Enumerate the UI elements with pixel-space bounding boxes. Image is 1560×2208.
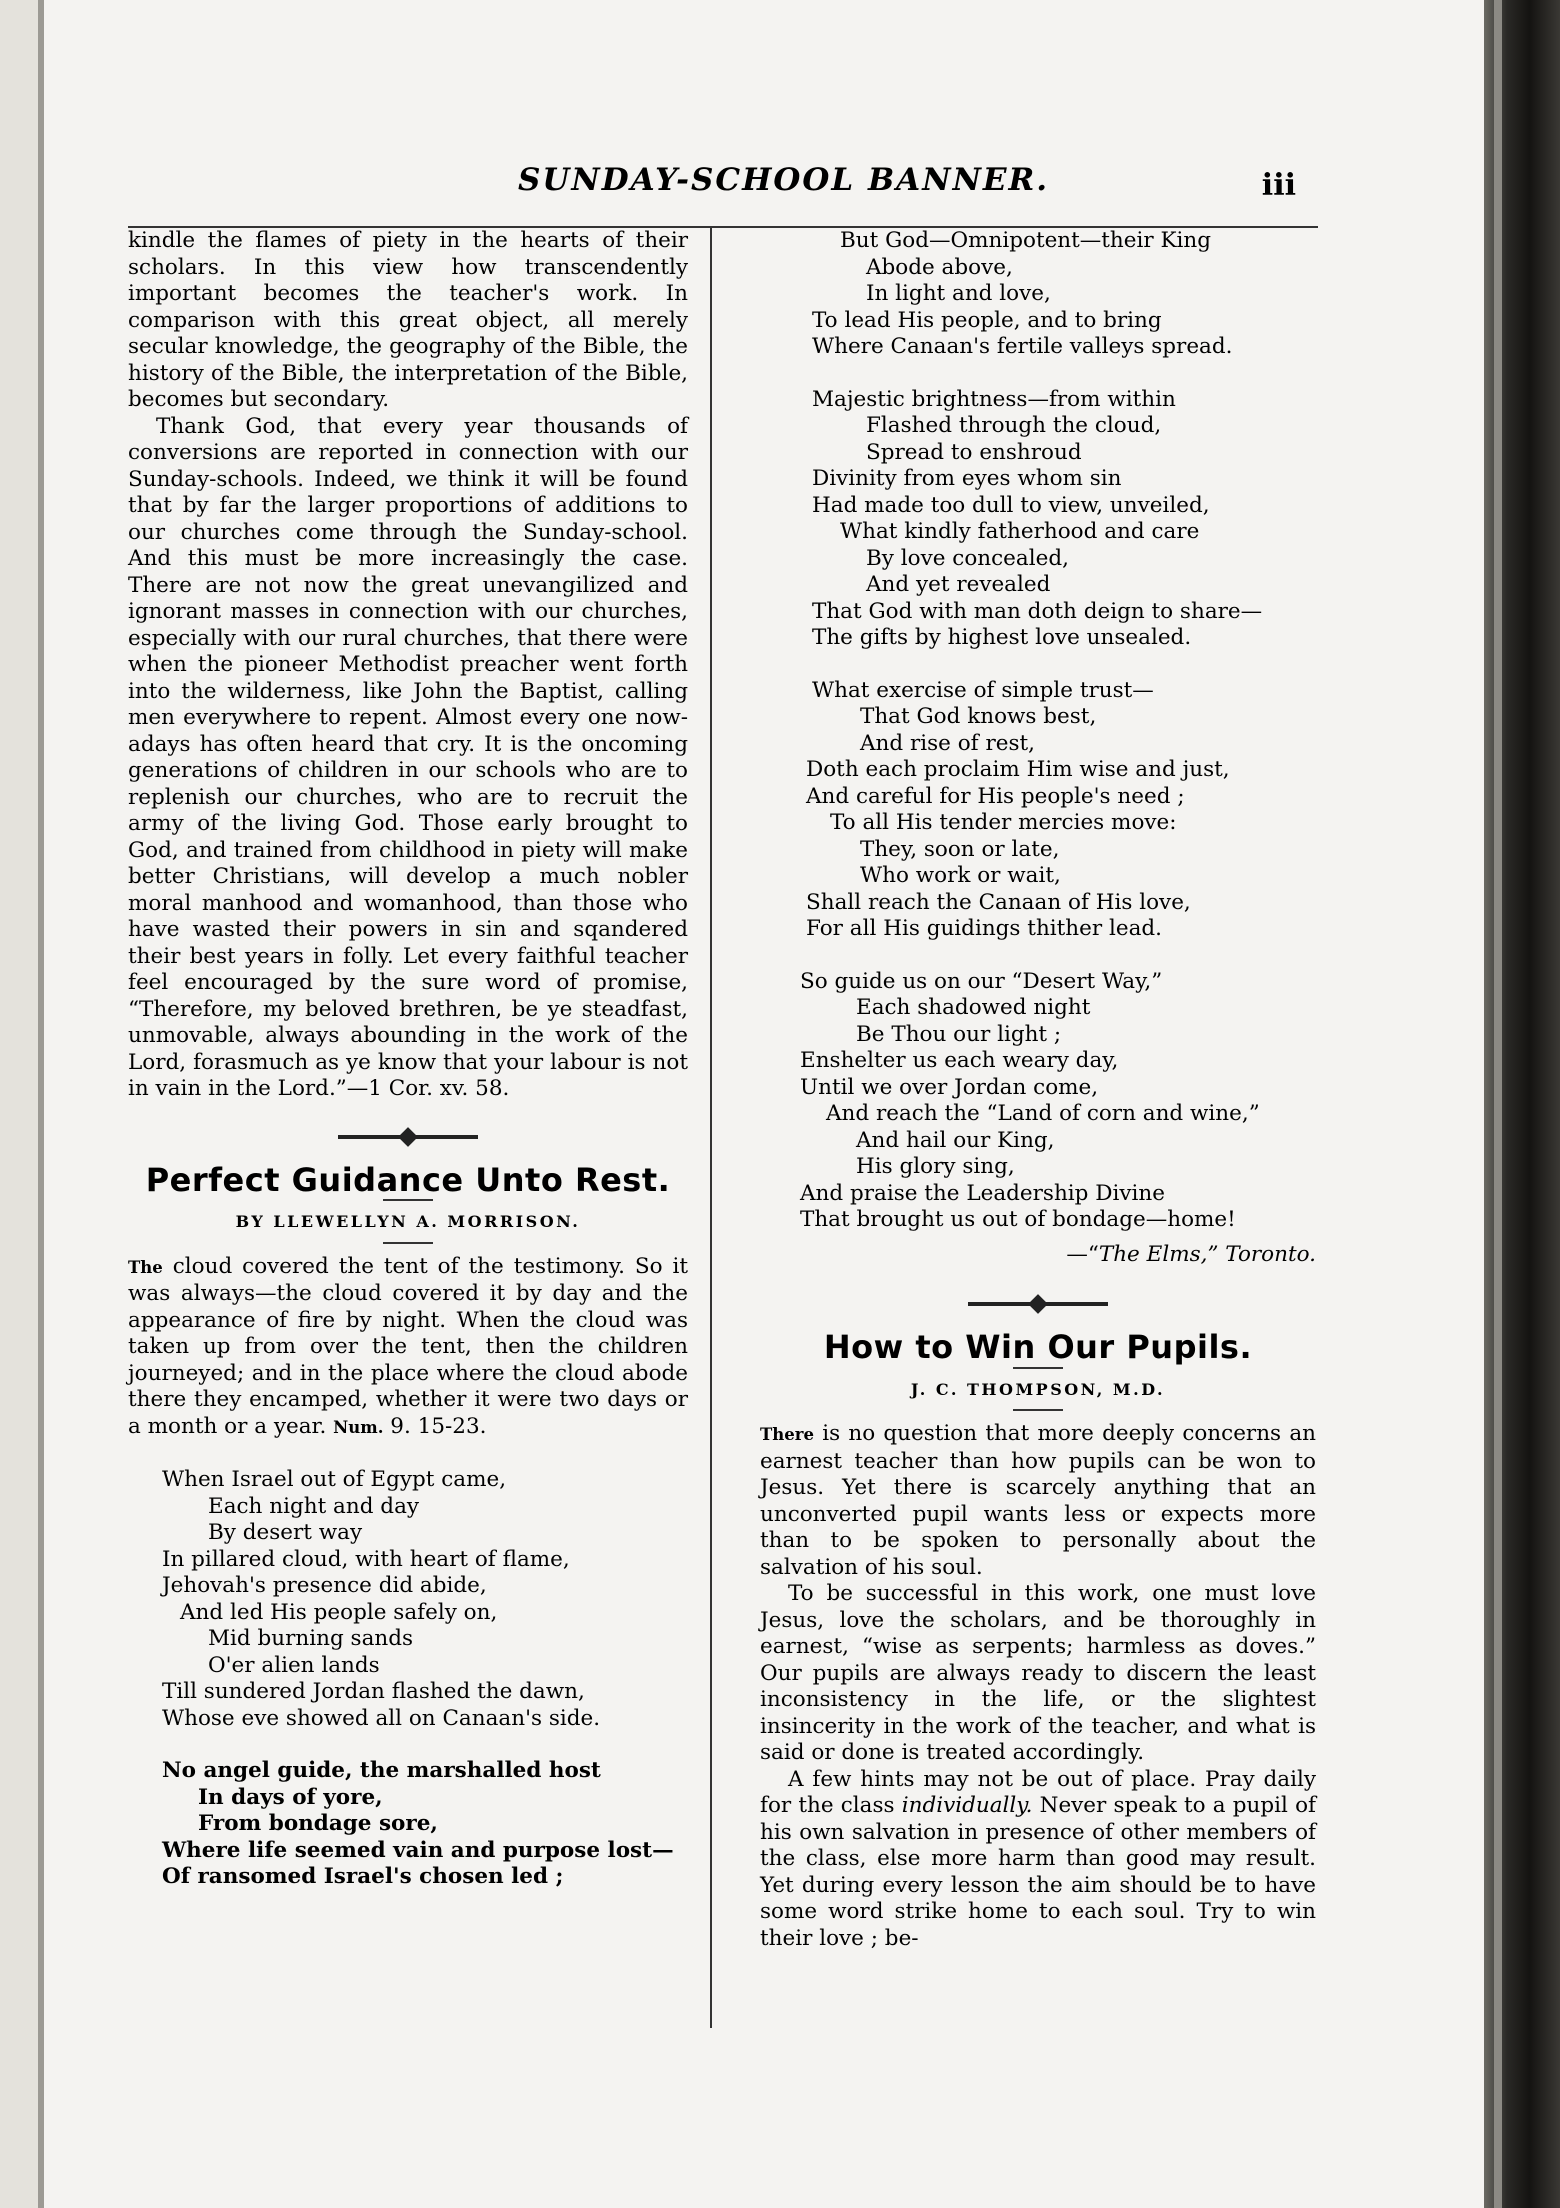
verse-line: What exercise of simple trust— [812,677,1154,703]
right-column [760,228,1316,1952]
article-paragraph-3 [760,1767,1316,1953]
section-ornament [128,1117,688,1157]
verse-line: So guide us on our “Desert Way,” [800,968,1163,994]
running-header [128,148,1318,228]
verse-line: Had made too dull to view, unveiled, [812,492,1210,518]
epigraph-text: cloud covered the tent of the testimony. So it was always—the cloud covered it by day and the appearance of fire by night. When the cloud was taken up from over the tent, then the children journeyed; and in the place where the cloud abode there they encamped, whether it were two days or a month or a year. [128,1253,688,1439]
verse-line: Where Canaan's fertile valleys spread. [812,334,1233,359]
verse-line: Mid burning sands [208,1626,414,1651]
article-title: Perfect Guidance Unto Rest. [145,1160,671,1199]
verse-line: Till sundered Jordan flashed the dawn, [162,1679,585,1704]
verse-line: In pillared cloud, with heart of flame, [162,1546,570,1572]
verse-line: And rise of rest, [860,730,1035,756]
verse-line: What kindly fatherhood and care [840,519,1200,544]
verse-line: In days of yore, [198,1784,383,1810]
verse-line: In light and love, [866,281,1051,306]
verse-line: And hail our King, [856,1127,1055,1153]
verse-line: They, soon or late, [860,836,1060,862]
verse-line: And led His people safely on, [180,1599,498,1625]
poem-stanza-6 [760,969,1316,1234]
verse-line: Each shadowed night [856,995,1091,1020]
verse-line: Divinity from eyes whom sin [812,466,1122,491]
poem-stanza-5 [760,678,1316,943]
verse-line: Who work or wait, [860,863,1061,888]
article-title: How to Win Our Pupils. [823,1328,1253,1366]
verse-line: No angel guide, the marshalled host [162,1758,601,1783]
verse-line: Whose eve showed all on Canaan's side. [162,1705,601,1731]
verse-line: To lead His people, and to bring [812,307,1162,333]
verse-line: But God—Omnipotent—their King [840,228,1212,253]
verse-line: Majestic brightness—from within [812,386,1176,412]
verse-line: Until we over Jordan come, [800,1074,1099,1100]
epigraph-reference-book: Num. [333,1417,384,1437]
title-rule [383,1199,433,1201]
verse-line: And reach the “Land of corn and wine,” [826,1101,1260,1126]
article-paragraph-2: To be successful in this work, one must love Jesus, love the scholars, and be thoroughly in earnest, “wise as serpents; harmless as doves.” Our pupils are always ready to discern the least inconsistency in the life, or the slightest insincerity in the work of the teacher, and what is said or done is treated accordingly. [760,1581,1316,1765]
poem-stanza-3 [760,228,1316,361]
running-title: SUNDAY-SCHOOL BANNER. [518,162,1050,198]
epigraph-lead: The [128,1257,163,1277]
facing-page-edge [0,0,44,2208]
verse-line: That brought us out of bondage—home! [800,1207,1236,1232]
epigraph-reference: 9. 15-23. [390,1413,487,1439]
left-column [128,228,688,1891]
verse-line: O'er alien lands [208,1652,380,1678]
article-byline: J. C. THOMPSON, M.D. [910,1379,1166,1399]
verse-line: When Israel out of Egypt came, [162,1467,507,1492]
verse-line: And careful for His people's need ; [806,783,1185,809]
paragraph-text: is no question that more deeply concerns an earnest teacher than how pupils can be won to Jesus. Yet there is scarcely anything that an unconverted pupil wants less or expects more than to be spoken to personally about the salvation of his soul. [760,1421,1316,1580]
verse-line: Be Thou our light ; [856,1021,1062,1047]
article-byline: BY LLEWELLYN A. MORRISON. [235,1212,581,1231]
poem-citation [760,1242,1316,1269]
citation-prefix: —“ [1066,1241,1099,1267]
article-paragraph-1 [760,1421,1316,1581]
verse-line: His glory sing, [856,1154,1015,1179]
verse-line: Abode above, [866,254,1013,280]
section-ornament [760,1284,1316,1324]
poem-stanza-4 [760,387,1316,652]
verse-line: That God knows best, [860,704,1097,729]
poem-stanza-2 [128,1758,688,1891]
title-rule [1013,1367,1063,1369]
verse-line: To all His tender mercies move: [830,810,1177,835]
verse-line: Spread to enshroud [866,439,1082,465]
verse-line: By desert way [208,1520,363,1545]
verse-line: For all His guidings thither lead. [806,916,1162,941]
epigraph [128,1254,688,1442]
verse-line: From bondage sore, [198,1811,438,1836]
verse-line: Enshelter us each weary day, [800,1048,1119,1073]
paragraph-lead: There [760,1425,814,1444]
paragraph-text: A few hints may not be out of place. Pray daily for the class [760,1766,1316,1818]
verse-line: Flashed through the cloud, [866,413,1162,438]
paragraph-text: Never speak to a pupil of his own salvation in presence of other members of the class, else more harm than good may result. Yet during every lesson the aim should be to have some word strike home to each soul. Try to win their love ; be- [760,1793,1316,1951]
page-number: iii [1261,168,1296,203]
verse-line: And praise the Leadership Divine [800,1180,1165,1206]
poem-stanza-1 [128,1467,688,1732]
intro-paragraph-2: Thank God, that every year thousands of conversions are reported in connection with our Sunday-schools. Indeed, we think it will be found that by far the larger proportions of additions to our churches come through the Sunday-school. And this must be more increasingly the case. There are not now the great unevangilized and ignorant masses in connection with our churches, especially with our rural churches, that there were when the pioneer Methodist preacher went forth into the wilderness, like John the Baptist, calling men everywhere to repent. Almost every one now-adays has often heard that cry. It is the oncoming generations of children in our schools who are to replenish our churches, who are to recruit the army of the living God. Those early brought to God, and trained from childhood in piety will make better Christians, will develop a much nobler moral manhood and womanhood, than those who have wasted their powers in sin and sqandered their best years in folly. Let every faithful teacher feel encouraged by the sure word of promise, “Therefore, my beloved brethren, be ye steadfast, unmovable, always abounding in the work of the Lord, forasmuch as ye know that your labour is not in vain in the Lord.”—1 Cor. xv. 58. [128,413,688,1101]
citation-source: The Elms,” Toronto. [1098,1241,1316,1267]
verse-line: By love concealed, [866,545,1069,571]
verse-line: Each night and day [208,1493,420,1519]
verse-line: And yet revealed [866,572,1051,597]
verse-line: Of ransomed Israel's chosen led ; [162,1864,564,1889]
verse-line: Where life seemed vain and purpose lost— [162,1837,674,1863]
emphasis-text: individually. [901,1793,1033,1818]
verse-line: That God with man doth deign to share— [812,598,1263,624]
verse-line: Jehovah's presence did abide, [162,1573,487,1598]
column-rule [710,228,712,2028]
intro-paragraph-1: kindle the flames of piety in the hearts of their scholars. In this view how transcendently important becomes the teacher's work. In comparison with this great object, all merely secular knowledge, the geography of the Bible, the history of the Bible, the interpretation of the Bible, becomes but secondary. [128,228,688,412]
verse-line: Shall reach the Canaan of His love, [806,889,1191,915]
verse-line: Doth each proclaim Him wise and just, [806,757,1230,782]
book-binding [1484,0,1560,2208]
verse-line: The gifts by highest love unsealed. [812,625,1192,650]
